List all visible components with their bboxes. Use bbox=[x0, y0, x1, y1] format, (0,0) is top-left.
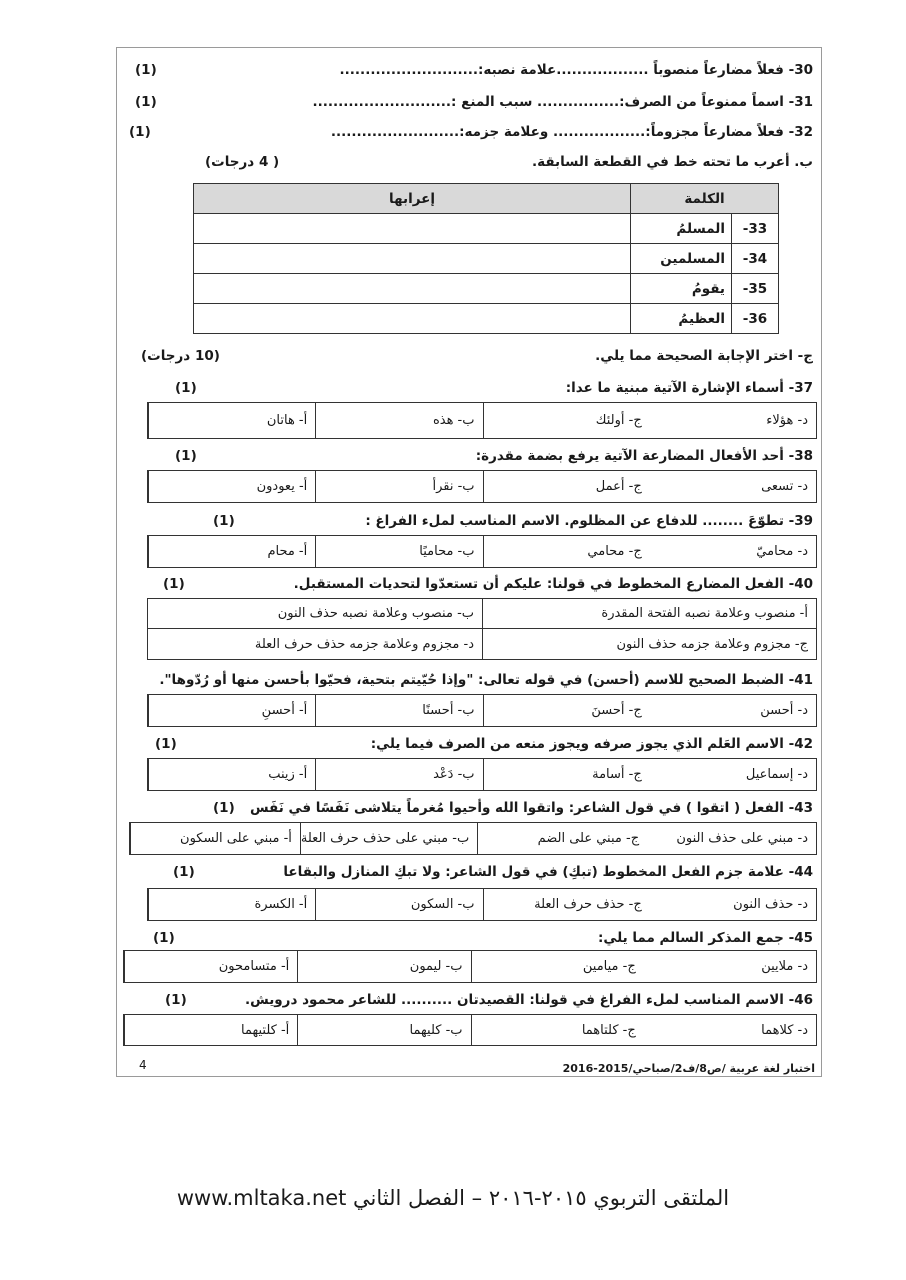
irab-col-irab: إعرابها bbox=[194, 184, 631, 214]
option-b[interactable]: ب- مبني على حذف حرف العلة bbox=[300, 823, 477, 854]
option-b[interactable]: ب- أحسنًا bbox=[315, 695, 482, 726]
section-c-title: ج- اختر الإجابة الصحيحة مما يلي. bbox=[595, 348, 813, 364]
section-c-grade: (10 درجات) bbox=[141, 348, 220, 364]
answer-cell[interactable] bbox=[194, 304, 631, 334]
question-mark: (1) bbox=[165, 992, 187, 1008]
section-c-heading bbox=[135, 346, 813, 368]
option-d[interactable]: د- حذف النون bbox=[733, 897, 808, 912]
option-d[interactable]: د- إسماعيل bbox=[745, 767, 808, 782]
question-text: 39- تطوّعَ ........ للدفاع عن المظلوم. الاسم المناسب لملء الفراغ : bbox=[365, 513, 813, 529]
page-number: 4 bbox=[139, 1058, 147, 1072]
option-a[interactable]: أ- زينب bbox=[148, 759, 315, 790]
option-d[interactable]: د- محاميّ bbox=[756, 544, 808, 559]
row-number: 34- bbox=[732, 244, 779, 274]
question-39 bbox=[135, 509, 813, 535]
question-30 bbox=[135, 58, 813, 84]
option-a[interactable]: أ- هاتان bbox=[148, 403, 315, 438]
question-38 bbox=[135, 444, 813, 470]
option-a[interactable]: أ- مبني على السكون bbox=[130, 823, 300, 854]
row-number: 36- bbox=[732, 304, 779, 334]
question-mark: (1) bbox=[173, 864, 195, 880]
question-text: 44- علامة جزم الفعل المخطوط (تبكِ) في قول الشاعر: ولا تبكِ المنازل والبقاعا bbox=[283, 864, 813, 880]
question-text: 46- الاسم المناسب لملء الفراغ في قولنا: القصيدتان .......... للشاعر محمود درويش. bbox=[245, 992, 813, 1008]
table-row bbox=[194, 274, 779, 304]
question-41 bbox=[135, 668, 813, 694]
question-43 bbox=[135, 796, 813, 822]
option-a[interactable]: أ- أحسنِ bbox=[148, 695, 315, 726]
option-c[interactable]: ج- مبني على الضم bbox=[477, 823, 647, 854]
section-b-heading bbox=[135, 152, 813, 174]
question-mark: (1) bbox=[213, 800, 235, 816]
options-39 bbox=[147, 535, 817, 568]
options-42 bbox=[147, 758, 817, 791]
option-a[interactable]: أ- منصوب وعلامة نصبه الفتحة المقدرة bbox=[482, 599, 816, 629]
question-text: 43- الفعل ( اتقوا ) في قول الشاعر: واتقوا الله وأحيوا مُغرماً يتلاشى نَفَسًا في نَفَس bbox=[249, 800, 813, 816]
option-c[interactable]: ج- كلتاهما bbox=[471, 1015, 644, 1045]
option-a[interactable]: أ- كلتيهما bbox=[124, 1015, 297, 1045]
site-footer: الملتقى التربوي ٢٠١٥-٢٠١٦ – الفصل الثاني www.mltaka.net bbox=[176, 1186, 730, 1210]
exam-page bbox=[116, 47, 822, 1077]
question-40 bbox=[135, 572, 813, 598]
question-45 bbox=[135, 926, 813, 952]
option-c[interactable]: ج- أعمل bbox=[483, 471, 650, 502]
option-d[interactable]: د- ملايين bbox=[761, 959, 808, 974]
option-d[interactable]: د- مجزوم وعلامة جزمه حذف حرف العلة bbox=[254, 636, 474, 652]
question-text: 38- أحد الأفعال المضارعة الآتية يرفع بضمة مقدرة: bbox=[475, 448, 813, 464]
option-b[interactable]: ب- هذه bbox=[315, 403, 482, 438]
row-word: العظيمُ bbox=[631, 304, 732, 334]
option-c[interactable]: ج- محامي bbox=[483, 536, 650, 567]
option-a[interactable]: أ- متسامحون bbox=[124, 951, 297, 982]
options-45 bbox=[123, 950, 817, 983]
section-b-grade: ( 4 درجات) bbox=[205, 154, 280, 170]
option-b[interactable]: ب- ليمون bbox=[297, 951, 470, 982]
table-row bbox=[194, 244, 779, 274]
exam-footer: اختبار لغة عربية /ص8/ف2/صباحي/2015-2016 bbox=[562, 1062, 815, 1075]
table-row bbox=[194, 214, 779, 244]
answer-cell[interactable] bbox=[194, 244, 631, 274]
option-b[interactable]: ب- كليهما bbox=[297, 1015, 470, 1045]
option-d[interactable]: د- مبني على حذف النون bbox=[676, 831, 808, 846]
question-mark: (1) bbox=[213, 513, 235, 529]
question-text: 40- الفعل المضارع المخطوط في قولنا: عليكم أن تستعدّوا لتحديات المستقبل. bbox=[293, 576, 813, 592]
row-word: يقومُ bbox=[631, 274, 732, 304]
question-mark: (1) bbox=[175, 380, 197, 396]
options-38 bbox=[147, 470, 817, 503]
options-40 bbox=[147, 598, 817, 660]
option-c[interactable]: ج- حذف حرف العلة bbox=[483, 889, 650, 920]
question-30-text: 30- فعلاً مضارعاً منصوباً ..................علامة نصبه:........................... bbox=[339, 62, 813, 78]
question-44 bbox=[135, 860, 813, 886]
answer-cell[interactable] bbox=[194, 214, 631, 244]
question-30-mark: (1) bbox=[135, 62, 157, 78]
option-d[interactable]: د- هؤلاء bbox=[766, 413, 808, 428]
option-d[interactable]: د- كلاهما bbox=[761, 1022, 808, 1038]
question-text: 41- الضبط الصحيح للاسم (أحسن) في قوله تعالى: "وإذا حُيّيتم بتحية، فحيّوا بأحسن منها أو رُدّوها". bbox=[159, 672, 813, 688]
question-37 bbox=[135, 376, 813, 402]
option-d[interactable]: د- تسعى bbox=[761, 479, 808, 494]
table-row bbox=[194, 304, 779, 334]
option-b[interactable]: ب- محاميًا bbox=[315, 536, 482, 567]
question-31-mark: (1) bbox=[135, 94, 157, 110]
option-d[interactable]: د- أحسن bbox=[760, 703, 808, 718]
irab-table bbox=[193, 183, 779, 334]
option-a[interactable]: أ- الكسرة bbox=[148, 889, 315, 920]
option-c[interactable]: ج- أحسنَ bbox=[483, 695, 650, 726]
option-c[interactable]: ج- أسامة bbox=[483, 759, 650, 790]
option-b[interactable]: ب- دَعْد bbox=[315, 759, 482, 790]
row-number: 33- bbox=[732, 214, 779, 244]
irab-col-word: الكلمة bbox=[631, 184, 779, 214]
option-c[interactable]: ج- ميامين bbox=[471, 951, 644, 982]
question-mark: (1) bbox=[155, 736, 177, 752]
options-41 bbox=[147, 694, 817, 727]
row-word: المسلمين bbox=[631, 244, 732, 274]
row-word: المسلمُ bbox=[631, 214, 732, 244]
question-mark: (1) bbox=[175, 448, 197, 464]
options-46 bbox=[123, 1014, 817, 1046]
row-number: 35- bbox=[732, 274, 779, 304]
question-42 bbox=[135, 732, 813, 758]
question-32-mark: (1) bbox=[129, 124, 151, 140]
question-text: 42- الاسم العَلم الذي يجوز صرفه ويجوز منعه من الصرف فيما يلي: bbox=[370, 736, 813, 752]
question-32 bbox=[129, 120, 813, 146]
option-c[interactable]: ج- مجزوم وعلامة جزمه حذف النون bbox=[482, 629, 816, 659]
options-44 bbox=[147, 888, 817, 921]
option-b[interactable]: ب- منصوب وعلامة نصبه حذف النون bbox=[148, 599, 482, 629]
option-a[interactable]: أ- يعودون bbox=[148, 471, 315, 502]
option-b[interactable]: ب- السكون bbox=[315, 889, 482, 920]
options-43 bbox=[129, 822, 817, 855]
question-46 bbox=[135, 988, 813, 1014]
question-text: 45- جمع المذكر السالم مما يلي: bbox=[598, 930, 813, 946]
option-c[interactable]: ج- أولئك bbox=[483, 403, 650, 438]
question-32-text: 32- فعلاً مضارعاً مجزوماً:.................. وعلامة جزمه:......................... bbox=[330, 124, 813, 140]
question-mark: (1) bbox=[163, 576, 185, 592]
question-mark: (1) bbox=[153, 930, 175, 946]
section-b-title: ب. أعرب ما تحته خط في القطعة السابقة. bbox=[532, 154, 813, 170]
answer-cell[interactable] bbox=[194, 274, 631, 304]
options-37 bbox=[147, 402, 817, 439]
option-b[interactable]: ب- نقرأ bbox=[315, 471, 482, 502]
option-a[interactable]: أ- محام bbox=[148, 536, 315, 567]
question-31 bbox=[135, 90, 813, 116]
question-31-text: 31- اسماً ممنوعاً من الصرف:................ سبب المنع :........................... bbox=[312, 94, 813, 110]
question-text: 37- أسماء الإشارة الآتية مبنية ما عدا: bbox=[565, 380, 813, 396]
